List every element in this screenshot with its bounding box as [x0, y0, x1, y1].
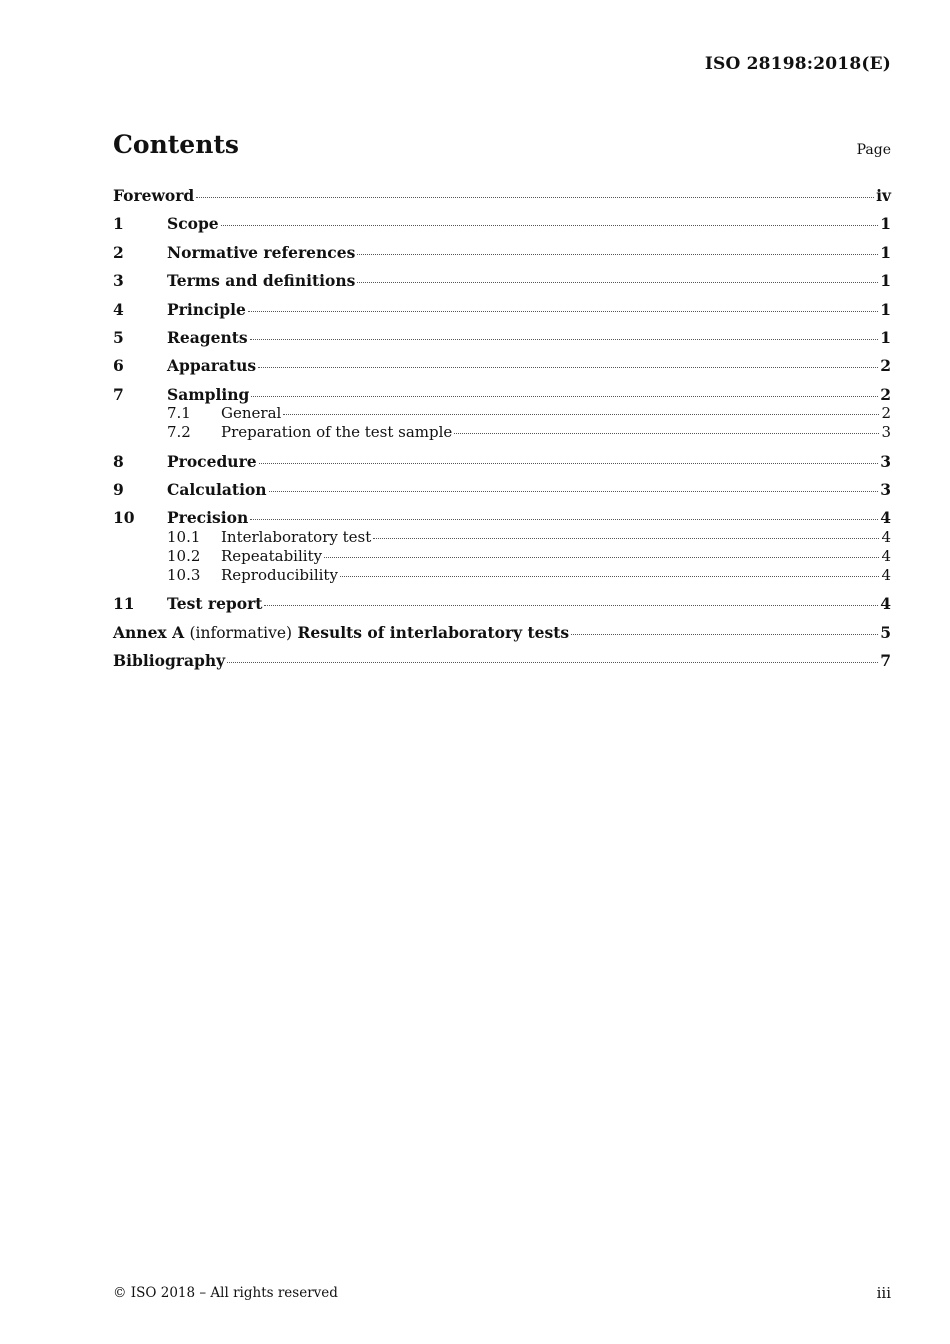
dot-leader: [357, 254, 878, 255]
dot-leader: [264, 605, 878, 606]
toc-entry-page: 1: [880, 299, 891, 319]
toc-entry-number: 10.2: [167, 547, 201, 566]
toc-entry-page: 2: [880, 384, 891, 404]
toc-entry-number: 6: [113, 356, 124, 376]
toc-entry-title: Test report: [167, 594, 263, 614]
toc-entry-foreword[interactable]: [113, 186, 891, 214]
toc-entry-title: Calculation: [167, 480, 267, 499]
toc-entry-page: 4: [880, 594, 891, 614]
toc-entry-page: 2: [881, 404, 891, 423]
toc-entry-title: Apparatus: [167, 356, 257, 376]
toc-entry-page: 2: [880, 356, 891, 376]
contents-title: Contents: [113, 130, 240, 159]
dot-leader: [373, 538, 879, 539]
toc-entry-page: 3: [880, 451, 891, 471]
toc-entry-page: iv: [876, 186, 891, 205]
toc-entry-title: Interlaboratory test: [221, 527, 372, 546]
dot-leader: [357, 282, 878, 283]
toc-entry-page: 4: [880, 508, 891, 528]
annex-prefix: Annex A: [113, 622, 185, 642]
toc-entry-title: Scope: [167, 214, 219, 234]
toc-entry-number: 11: [113, 594, 135, 614]
dot-leader: [248, 311, 878, 312]
toc-entry-title: Bibliography: [113, 651, 226, 671]
dot-leader: [227, 662, 878, 663]
toc-entry-page: 1: [880, 242, 891, 262]
toc-entry-title: Principle: [167, 299, 246, 319]
toc-entry-7-1[interactable]: [113, 404, 891, 423]
toc-entry-7[interactable]: [113, 385, 891, 405]
toc-entry-2[interactable]: [113, 243, 891, 271]
toc-entry-title: Precision: [167, 508, 249, 528]
toc-entry-title: General: [221, 404, 282, 423]
toc-entry-page: 1: [880, 327, 891, 347]
toc-entry-5[interactable]: [113, 328, 891, 356]
dot-leader: [258, 367, 878, 368]
dot-leader: [269, 491, 879, 492]
toc-entry-10-1[interactable]: [113, 528, 891, 547]
toc-entry-number: 8: [113, 451, 124, 471]
toc-entry-number: 10: [113, 508, 135, 528]
page-number: iii: [876, 1284, 891, 1302]
page-column-label: Page: [856, 142, 891, 158]
toc-entry-title: Procedure: [167, 451, 257, 471]
toc-entry-title: Repeatability: [221, 547, 323, 566]
toc-entry-page: 4: [881, 527, 891, 546]
toc-entry-annex-a[interactable]: [113, 623, 891, 651]
toc-entry-number: 3: [113, 271, 124, 291]
dot-leader: [221, 225, 879, 226]
toc-entry-number: 7.2: [167, 423, 191, 442]
toc-entry-page: 4: [881, 566, 891, 585]
dot-leader: [571, 634, 878, 635]
toc-entry-page: 1: [880, 271, 891, 291]
toc-entry-title: Terms and definitions: [167, 271, 356, 291]
toc-entry-7-2[interactable]: [113, 423, 891, 442]
toc-entry-title: [113, 623, 569, 642]
dot-leader: [283, 414, 879, 415]
toc-entry-page: 4: [881, 547, 891, 566]
toc-entry-6[interactable]: [113, 356, 891, 384]
dot-leader: [454, 433, 879, 434]
toc-entry-page: 7: [880, 651, 891, 671]
toc-entry-bibliography[interactable]: [113, 651, 891, 679]
toc-entry-page: 1: [880, 214, 891, 234]
contents-header: [113, 130, 891, 166]
toc-entry-title: Foreword: [113, 186, 195, 205]
toc-entry-title: Sampling: [167, 384, 250, 404]
toc-entry-title: Reproducibility: [221, 566, 338, 585]
annex-qualifier: (informative): [189, 623, 293, 642]
toc-entry-page: 3: [880, 480, 891, 499]
toc-entry-title: Preparation of the test sample: [221, 423, 453, 442]
table-of-contents: [113, 186, 891, 680]
toc-entry-10[interactable]: [113, 508, 891, 528]
toc-entry-4[interactable]: [113, 300, 891, 328]
toc-entry-9[interactable]: [113, 480, 891, 508]
dot-leader: [340, 576, 880, 577]
dot-leader: [250, 339, 879, 340]
copyright-notice: © ISO 2018 – All rights reserved: [113, 1285, 338, 1301]
toc-entry-1[interactable]: [113, 214, 891, 242]
toc-entry-page: 5: [880, 622, 891, 642]
toc-entry-10-3[interactable]: [113, 566, 891, 585]
toc-entry-number: 4: [113, 299, 124, 319]
toc-entry-number: 5: [113, 327, 124, 347]
dot-leader: [251, 396, 878, 397]
dot-leader: [259, 463, 879, 464]
dot-leader: [324, 557, 879, 558]
toc-entry-number: 7: [113, 384, 124, 404]
toc-entry-number: 2: [113, 242, 124, 262]
toc-entry-page: 3: [881, 423, 891, 442]
document-id: ISO 28198:2018(E): [704, 54, 891, 74]
toc-entry-title: Reagents: [167, 327, 248, 347]
toc-entry-number: 1: [113, 214, 124, 234]
toc-entry-8[interactable]: [113, 452, 891, 480]
toc-entry-number: 9: [113, 480, 124, 499]
toc-entry-3[interactable]: [113, 271, 891, 299]
toc-entry-title: Normative references: [167, 242, 356, 262]
toc-entry-number: 10.1: [167, 527, 201, 546]
toc-entry-number: 10.3: [167, 566, 201, 585]
toc-entry-number: 7.1: [167, 404, 191, 423]
dot-leader: [196, 197, 874, 198]
toc-entry-11[interactable]: [113, 594, 891, 622]
toc-entry-10-2[interactable]: [113, 547, 891, 566]
dot-leader: [250, 519, 878, 520]
annex-title: Results of interlaboratory tests: [297, 622, 570, 642]
